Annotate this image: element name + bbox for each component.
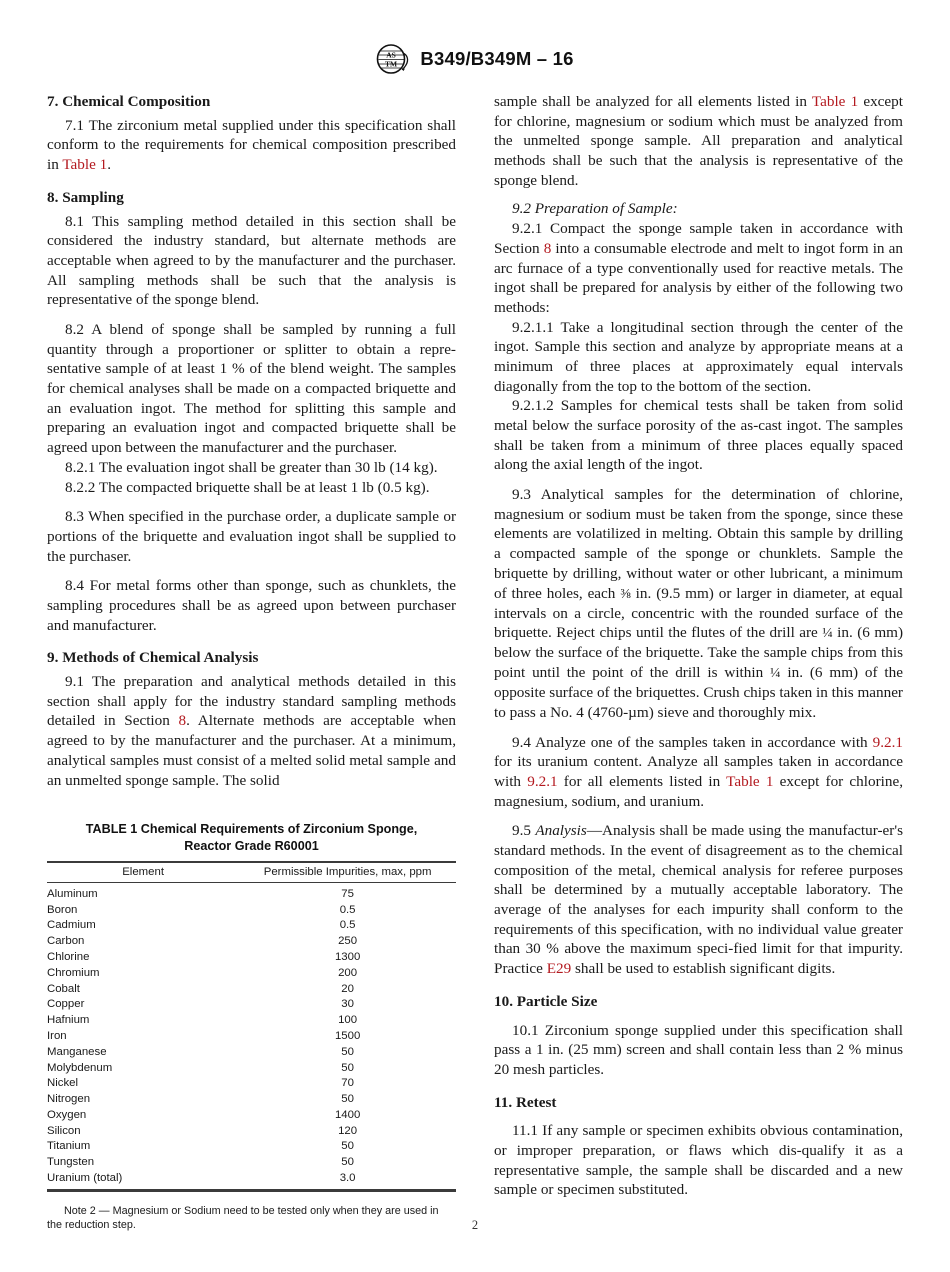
cell-value: 100: [338, 1014, 358, 1027]
section-heading-10: 10. Particle Size: [494, 992, 598, 1010]
cell-value: 50: [341, 1093, 354, 1106]
table-row: [47, 1044, 456, 1060]
link-table-1[interactable]: Table 1: [726, 772, 774, 790]
cell-element: Carbon: [47, 935, 85, 948]
paragraph-9-3-text-4: in. (6 mm) of the opposite surface of the briquettes. Crush chips taken in this manner to pass a No. 4 (4760-µm) sieve and thoroughly mix.: [494, 664, 903, 721]
section-heading-7: 7. Chemical Composition: [47, 93, 211, 110]
column-header-element: Element: [47, 862, 239, 883]
paragraph-9-5: [494, 821, 903, 979]
cell-element: Copper: [47, 998, 85, 1011]
paragraph-9-4-text-a: 9.4 Analyze one of the samples taken in accordance with: [512, 733, 873, 751]
table-row: [47, 1013, 456, 1029]
paragraph-11-1: 11.1 If any sample or specimen exhibits obvious contamination, or improper preparation, or flaws which dis-qualify it as a representative sample, the sample shall be discarded and a new sample or specimen substituted.: [494, 1122, 903, 1199]
table-row: [47, 1091, 456, 1107]
cell-value: 50: [341, 1061, 354, 1074]
paragraph-7-1-text-a: 7.1 The zirconium metal supplied under this specification shall conform to the requirements for chemical composition prescribed in: [47, 116, 456, 174]
table-row: [47, 997, 456, 1013]
paragraph-8-4: 8.4 For metal forms other than sponge, such as chunklets, the sampling procedures shall be as agreed upon between purchaser and manufacturer.: [47, 577, 456, 634]
cell-value: 250: [338, 935, 358, 948]
paragraph-10-1: 10.1 Zirconium sponge supplied under this specification shall pass a 1 in. (25 mm) screen and shall contain less than 2 % minus 20 mesh particles.: [494, 1021, 903, 1078]
cell-value: 120: [338, 1124, 358, 1137]
table-row: [47, 1139, 456, 1155]
paragraph-9-2-1-text-a: 9.2.1 Compact the sponge sample taken in accordance with Section: [494, 220, 903, 257]
cell-value: 1400: [334, 1108, 361, 1121]
paragraph-9-1: [47, 672, 456, 790]
table-1-caption: [47, 821, 456, 854]
table-1-caption-line-2: Reactor Grade R60001: [184, 838, 319, 853]
cell-value: 1300: [334, 951, 361, 964]
section-heading-8: 8. Sampling: [47, 188, 124, 206]
paragraph-9-1-cont-text-b: except for chlorine, magnesium or sodium which must be analyzed from the unmelted sponge sample. All preparation and analytical methods shall be such that the analysis is representative of the sponge blend.: [494, 93, 903, 189]
paragraph-9-4: [494, 733, 903, 812]
cell-value: 200: [338, 966, 358, 979]
link-section-8[interactable]: 8: [178, 712, 187, 730]
cell-value: 75: [341, 887, 354, 900]
paragraph-8-2-2: 8.2.2 The compacted briquette shall be at least 1 lb (0.5 kg).: [65, 478, 430, 496]
paragraph-9-5-text-a: —Analysis shall be made using the manufactur-er's standard methods. In the event of disagreement as to the chemical composition of the metal, chemical analysis for referee purposes shall be determined by a mutually acceptable laboratory. The average of the analyses for each impurity shall conform to the requirements of this specification, with no individual value greater than 30 % above the maximum speci-fied limit for that impurity. Practice: [494, 822, 903, 978]
paragraph-9-2-1-1: 9.2.1.1 Take a longitudinal section through the center of the ingot. Sample this section and analyze by appropriate means at a minimum of three places at approximately equal intervals diagonally from the top to the bottom of the section.: [494, 318, 903, 395]
column-header-impurities: Permissible Impurities, max, ppm: [239, 862, 456, 883]
paragraph-9-4-text-c: for all elements listed in: [557, 772, 727, 790]
table-bottom-rule: [47, 1189, 456, 1192]
left-column: [47, 92, 456, 1243]
table-row: [47, 965, 456, 981]
paragraph-8-3: 8.3 When specified in the purchase order, a duplicate sample or portions of the briquette and evaluation ingot shall be supplied to the purchaser.: [47, 508, 456, 565]
table-row: [47, 934, 456, 950]
link-practice-e29[interactable]: E29: [546, 960, 572, 978]
cell-value: 50: [341, 1045, 354, 1058]
paragraph-9-2-1-text-b: into a consumable electrode and melt to ingot form in an arc furnace of a type conventionally used for reactive metals. The ingot shall be prepared for analysis by either of the following two methods:: [494, 239, 903, 316]
paragraph-7-1: [47, 116, 456, 175]
paragraph-9-5-text-b: shall be used to establish significant digits.: [571, 960, 836, 978]
table-1-head: [47, 862, 456, 883]
table-row: [47, 1170, 456, 1188]
link-table-1[interactable]: Table 1: [811, 93, 859, 110]
paragraph-9-1-text-b: . Alternate methods are acceptable when agreed to by the manufacturer and the purchaser. At a minimum, analytical samples must consist of a melted solid metal sample and an unmelted sponge sample. The solid: [47, 712, 456, 789]
link-table-1[interactable]: Table 1: [62, 156, 108, 174]
section-heading-11: 11. Retest: [494, 1093, 557, 1111]
table-row: [47, 1107, 456, 1123]
page-number: 2: [471, 1218, 479, 1232]
astm-logo-icon: [376, 44, 410, 74]
paragraph-7-1-text-b: .: [107, 156, 112, 174]
cell-element: Uranium (total): [47, 1171, 123, 1184]
cell-element: Tungsten: [47, 1156, 95, 1169]
table-row: [47, 1076, 456, 1092]
cell-value: 50: [341, 1140, 354, 1153]
cell-element: Nitrogen: [47, 1093, 91, 1106]
paragraph-8-2-1: 8.2.1 The evaluation ingot shall be greater than 30 lb (14 kg).: [65, 458, 438, 476]
table-row: [47, 1123, 456, 1139]
paragraph-9-5-number: 9.5: [512, 822, 536, 840]
table-1-block: [47, 821, 456, 1232]
paragraph-9-1-continued: [494, 92, 903, 190]
table-row: [47, 882, 456, 902]
cell-value: 3.0: [339, 1171, 356, 1184]
cell-element: Oxygen: [47, 1108, 87, 1121]
svg-text:TM: TM: [385, 59, 398, 69]
table-header-row: [47, 862, 456, 883]
link-9-2-1[interactable]: 9.2.1: [527, 772, 558, 790]
link-9-2-1[interactable]: 9.2.1: [872, 733, 903, 751]
two-column-body: [47, 92, 903, 1243]
cell-element: Iron: [47, 1029, 67, 1042]
table-row: [47, 949, 456, 965]
fraction-one-quarter: ¼: [770, 666, 781, 682]
table-row: [47, 918, 456, 934]
paragraph-8-1: 8.1 This sampling method detailed in this section shall be considered the industry standard, but alternate methods are acceptable when agreed to by the manufacturer and the purchaser. All sampling methods shall be such that the analysis is representative of the sponge blend.: [47, 212, 456, 309]
table-row: [47, 902, 456, 918]
table-row: [47, 1060, 456, 1076]
document-title: B349/B349M – 16: [420, 48, 574, 69]
link-section-8[interactable]: 8: [543, 239, 552, 257]
paragraph-9-4-text-b: for its uranium content. Analyze all samples taken in accordance with: [494, 753, 903, 790]
paragraph-9-3-text-3: in. (6 mm) below the surface of the briquette. Take the sample chips from this point until the point of the drill is within: [494, 624, 904, 682]
cell-element: Hafnium: [47, 1014, 90, 1027]
cell-element: Chromium: [47, 966, 100, 979]
table-row: [47, 981, 456, 997]
paragraph-8-2: 8.2 A blend of sponge shall be sampled by running a full quantity through a proportioner or splitter to obtain a repre-sentative sample of at least 1 % of the blend weight. The samples for chemical analyses shall be made on a compacted briquette and an evaluation ingot. The method for splitting this sample and preparing an evaluation ingot and compacted briquette shall be agreed upon between the manufacturer and the purchaser.: [47, 321, 456, 457]
cell-element: Boron: [47, 903, 78, 916]
paragraph-9-2-1: [494, 219, 903, 317]
cell-element: Nickel: [47, 1077, 79, 1090]
cell-element: Cadmium: [47, 919, 96, 932]
fraction-one-quarter: ¼: [822, 626, 833, 642]
right-column: [494, 92, 903, 1243]
table-row: [47, 1028, 456, 1044]
paragraph-9-2-1-2: 9.2.1.2 Samples for chemical tests shall be taken from solid metal below the surface porosity of the as-cast ingot. The samples shall be taken from a minimum of three places equally spaced along the axial length of the ingot.: [494, 397, 903, 474]
fraction-three-eighths: ⅜: [620, 586, 631, 602]
table-1-body: [47, 882, 456, 1188]
paragraph-9-1-text-a: 9.1 The preparation and analytical methods detailed in this section shall apply for the industry standard sampling methods detailed in Section: [47, 673, 456, 730]
svg-text:AS: AS: [386, 50, 397, 60]
paragraph-9-2-heading: 9.2 Preparation of Sample:: [512, 200, 678, 218]
section-heading-9: 9. Methods of Chemical Analysis: [47, 649, 259, 667]
paragraph-9-5-term: Analysis: [535, 822, 587, 840]
table-1: [47, 861, 456, 1189]
paragraph-9-3-text-2: in. (9.5 mm) or larger in diameter, at equal intervals on a circle, concentric with the rounded surface of the briquette. Reject chips until the flutes of the drill are: [494, 584, 903, 642]
cell-value: 50: [341, 1156, 354, 1169]
table-row: [47, 1155, 456, 1171]
paragraph-9-1-cont-text-a: sample shall be analyzed for all elements listed in: [494, 93, 812, 110]
cell-element: Molybdenum: [47, 1061, 113, 1074]
paragraph-9-4-text-d: except for chlorine, magnesium, sodium, and uranium.: [494, 772, 903, 810]
paragraph-9-3: [494, 485, 903, 723]
cell-value: 20: [341, 982, 354, 995]
cell-value: 0.5: [339, 919, 356, 932]
cell-element: Chlorine: [47, 951, 90, 964]
cell-element: Aluminum: [47, 887, 98, 900]
cell-element: Silicon: [47, 1124, 81, 1137]
document-header: [0, 44, 950, 74]
cell-element: Cobalt: [47, 982, 80, 995]
cell-value: 1500: [334, 1029, 361, 1042]
cell-element: Titanium: [47, 1140, 91, 1153]
cell-element: Manganese: [47, 1045, 107, 1058]
cell-value: 0.5: [339, 903, 356, 916]
cell-value: 30: [341, 998, 354, 1011]
table-1-note: Note 2 — Magnesium or Sodium need to be tested only when they are used in the reduction step.: [47, 1204, 439, 1231]
table-1-caption-line-1: TABLE 1 Chemical Requirements of Zirconium Sponge,: [85, 822, 418, 837]
cell-value: 70: [341, 1077, 354, 1090]
paragraph-9-3-text-1: 9.3 Analytical samples for the determination of chlorine, magnesium or sodium must be taken from the sponge, since these elements are volatilized in melting. Obtain this sample by drilling a compacted sample of the sponge or chunklets. Sample the briquette by drilling, without water or other lubricant, a minimum of three holes, each: [494, 486, 903, 602]
